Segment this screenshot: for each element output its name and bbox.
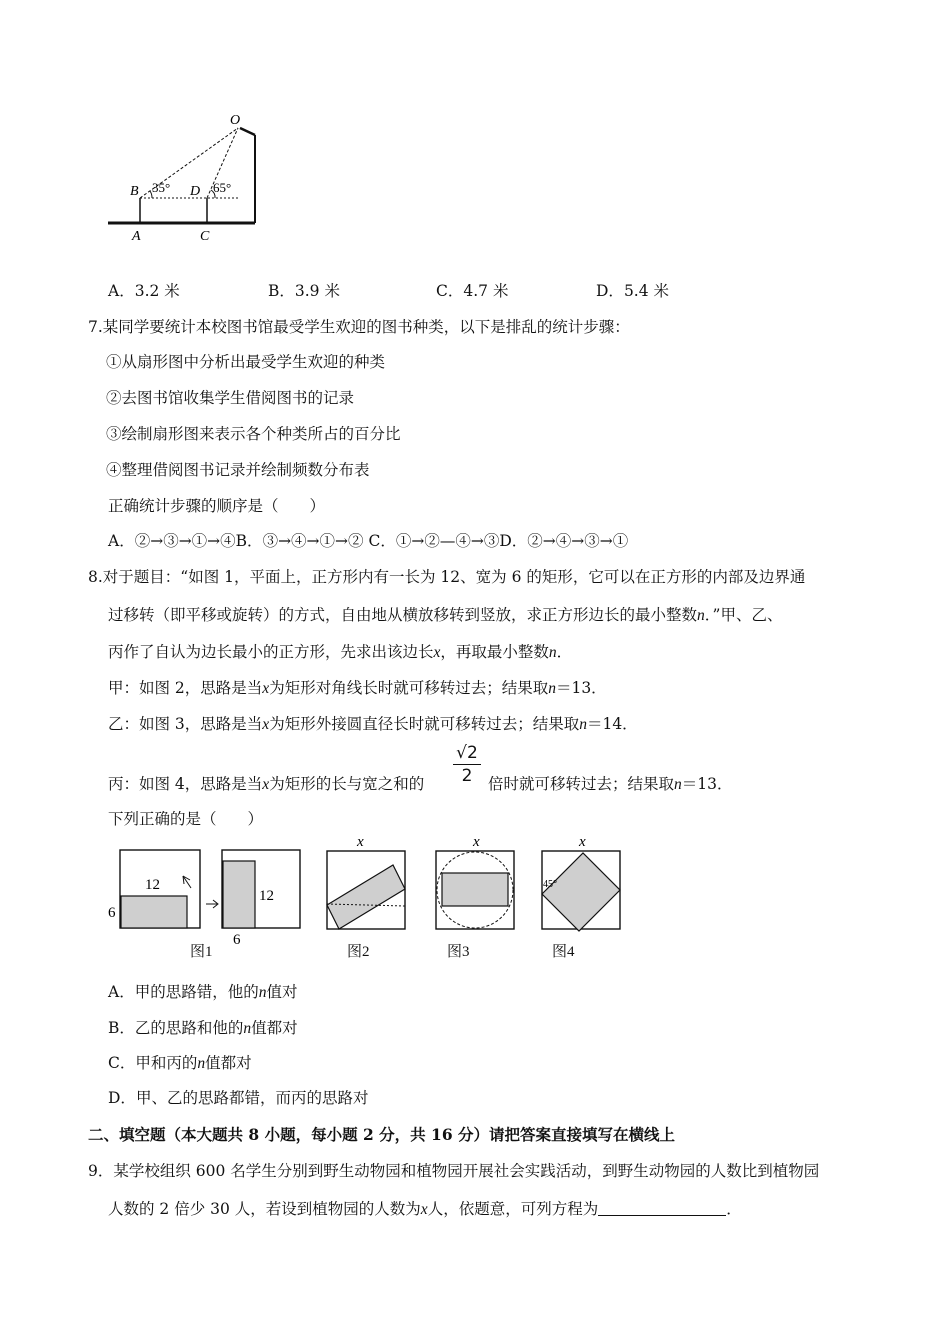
q8-bing: 丙：如图 4，思路是当x为矩形的长与宽之和的: [108, 775, 425, 793]
step-text: 绘制扇形图来表示各个种类所占的百分比: [121, 425, 401, 443]
step-number: ①: [106, 353, 122, 371]
q7-question: 正确统计步骤的顺序是（ ）: [108, 497, 326, 515]
fig-label-1: 图1: [190, 944, 213, 960]
step-number: ②: [106, 389, 122, 407]
q8-jia: 甲：如图 2，思路是当x为矩形对角线长时就可移转过去；结果取n＝13．: [108, 679, 607, 697]
option-letter: B．: [268, 282, 295, 300]
q7-step-2: [106, 386, 354, 408]
q6-label-b: B: [130, 184, 139, 199]
fig3: [436, 836, 514, 929]
option-text: 3.9 米: [294, 282, 340, 300]
fig1b-length-label: 12: [259, 888, 274, 904]
q7-step-1: [106, 350, 385, 372]
step-number: ③: [106, 425, 122, 443]
q8-yi: 乙：如图 3，思路是当x为矩形外接圆直径长时就可移转过去；结果取n＝14．: [108, 715, 638, 733]
fig3-x-label: x: [473, 836, 480, 850]
option-letter: D．: [596, 282, 624, 300]
q7-step-4: [106, 458, 370, 480]
option-letter: C．: [436, 282, 464, 300]
option-text: 3.2 米: [134, 282, 180, 300]
q7-option-a[interactable]: A．②→③→①→④: [108, 532, 236, 550]
q6-option-b[interactable]: [268, 279, 340, 301]
q7-option-d[interactable]: D．②→④→③→①: [499, 532, 629, 550]
q8-question: 下列正确的是（ ）: [108, 810, 264, 828]
q8-option-c[interactable]: C．甲和丙的n值都对: [108, 1054, 252, 1072]
q9-line-2: 人数的 2 倍少 30 人，若设到植物园的人数为x人，依题意，可列方程为 ．: [108, 1200, 742, 1218]
fig2-x-label: x: [357, 836, 364, 850]
q9-answer-blank[interactable]: [598, 1201, 726, 1216]
fig-label-2: 图2: [347, 944, 370, 960]
q8-line-1: 8.对于题目：“如图 1，平面上，正方形内有一长为 12、宽为 6 的矩形，它可以在正方形的内部及边界通: [88, 568, 806, 586]
fig-label-4: 图4: [552, 944, 575, 960]
step-text: 从扇形图中分析出最受学生欢迎的种类: [121, 353, 386, 371]
q9-line-1: 9．某学校组织 600 名学生分别到野生动物园和植物园开展社会实践活动，到野生动物园的人数比到植物园: [88, 1162, 820, 1180]
q6-label-a: A: [132, 229, 141, 244]
fig1-arrow: [206, 900, 218, 908]
fig-label-3: 图3: [447, 944, 470, 960]
q7-options-row: [108, 529, 628, 551]
q8-option-b[interactable]: B．乙的思路和他的n值都对: [108, 1019, 298, 1037]
fig4-x-label: x: [579, 836, 586, 850]
section-2-title: 二、填空题（本大题共 8 小题，每小题 2 分，共 16 分）请把答案直接填写在横线上: [88, 1125, 676, 1144]
q6-option-c[interactable]: [436, 279, 508, 301]
fraction-numerator: √2: [456, 743, 478, 763]
fig4: [542, 836, 620, 931]
q7-option-b[interactable]: B．③→④→①→②: [235, 532, 364, 550]
q8-bing-tail: 倍时就可移转过去；结果取n＝13．: [488, 775, 733, 793]
step-text: 整理借阅图书记录并绘制频数分布表: [121, 461, 370, 479]
q8-option-a[interactable]: A．甲的思路错，他的n值对: [108, 983, 298, 1001]
option-text: 5.4 米: [623, 282, 670, 300]
q6-label-o: O: [230, 113, 241, 128]
q6-option-a[interactable]: [108, 279, 180, 301]
q7-step-3: [106, 422, 401, 444]
fig1b-width-label: 6: [233, 932, 241, 948]
q7-stem: 7.某同学要统计本校图书馆最受学生欢迎的图书种类，以下是排乱的统计步骤：: [88, 318, 630, 336]
fig1-length-label: 12: [145, 877, 160, 893]
q8-fraction: [451, 742, 483, 787]
q6-label-c: C: [200, 229, 210, 244]
fig2: [327, 836, 405, 929]
option-letter: A．: [108, 282, 135, 300]
q6-option-d[interactable]: [596, 279, 669, 301]
step-text: 去图书馆收集学生借阅图书的记录: [121, 389, 355, 407]
q6-label-angle-b: 35°: [152, 180, 171, 195]
q7-option-c[interactable]: C．①→②—④→③: [368, 532, 500, 550]
fig1-width-label: 6: [108, 905, 116, 921]
step-number: ④: [106, 461, 122, 479]
q8-option-d[interactable]: D．甲、乙的思路都错，而丙的思路对: [108, 1089, 369, 1107]
q6-label-d: D: [190, 184, 201, 199]
fraction-denominator: 2: [461, 766, 473, 786]
q8-line-3: 丙作了自认为边长最小的正方形，先求出该边长x，再取最小整数n．: [108, 643, 573, 661]
q6-label-angle-d: 65°: [213, 180, 232, 195]
q6-figure: [100, 108, 270, 248]
fig1-right: [222, 850, 300, 948]
q8-line-2: 过移转（即平移或旋转）的方式，自由地从横放移转到竖放，求正方形边长的最小整数n．”甲、乙、: [108, 606, 783, 624]
fig1-left: [108, 850, 200, 928]
fig4-angle-label: 45°: [543, 879, 557, 890]
option-text: 4.7 米: [463, 282, 509, 300]
